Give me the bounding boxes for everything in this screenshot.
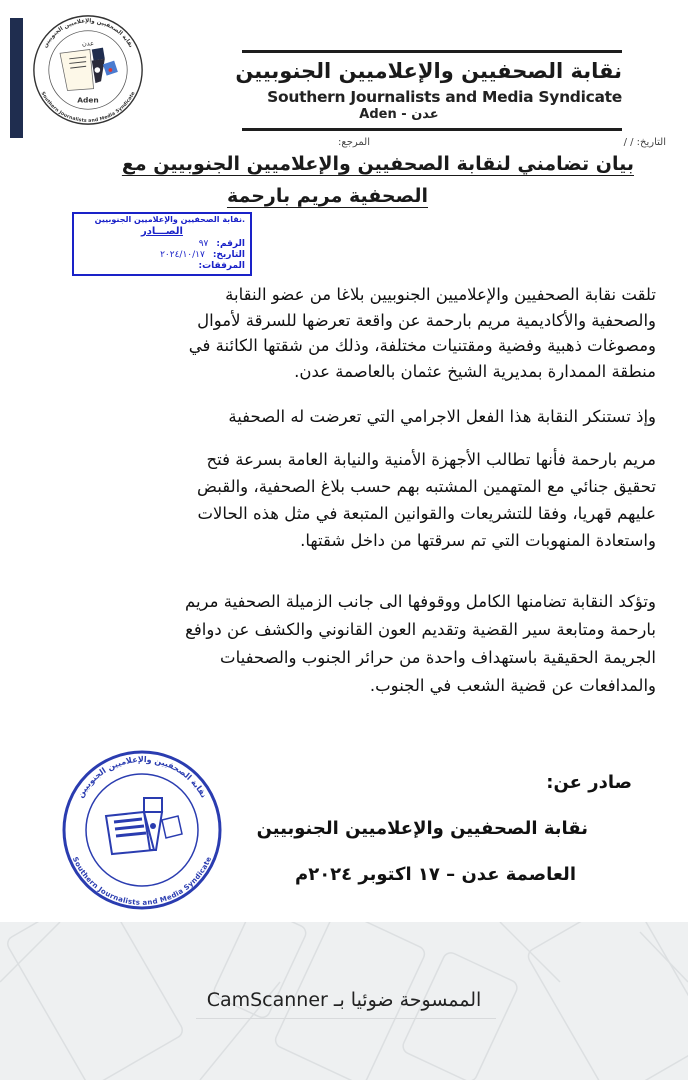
paragraph-line: وتؤكد النقابة تضامنها الكامل ووقوفها الى جانب الزميلة الصحفية مريم — [184, 592, 656, 611]
paragraph-line: مريم بارحمة فأنها تطالب الأجهزة الأمنية والنيابة العامة بسرعة فتح — [206, 450, 656, 469]
org-name-arabic: نقابة الصحفيين والإعلاميين الجنوبيين — [235, 59, 622, 83]
stamp-date-label: التاريخ: — [212, 250, 245, 260]
paragraph-line: الجريمة الحقيقية باستهداف واحدة من حرائر الجنوب والصحفيات — [220, 648, 656, 667]
official-seal — [60, 748, 224, 912]
scanned-with-camscanner: الممسوحة ضوئيا بـ CamScanner — [206, 989, 482, 1011]
reference-field: المرجع: — [338, 137, 370, 148]
header-rule-top — [242, 50, 622, 53]
outgoing-stamp — [72, 212, 252, 276]
stamp-org: .نقابة الصحفيين والإعلاميين الجنوبيين — [94, 215, 245, 224]
paragraph-line: ومصوغات ذهبية وفضية ومقتنيات مختلفة، وذلك من شقتها الكائنة في — [188, 336, 656, 355]
logo-city-ar: عدن — [81, 39, 95, 48]
paragraph-line: والمدافعات عن قضية الشعب في الجنوب. — [369, 676, 656, 695]
paragraph-line: عليهم قهريا، وفقا للتشريعات والقوانين المتبعة في مثل هذه الحالات — [197, 504, 656, 523]
paragraph-3 — [32, 446, 656, 554]
stamp-row-number — [79, 239, 245, 250]
paragraph-line: واستعادة المنهوبات التي تم سرقتها من داخل شقتها. — [300, 531, 656, 550]
paragraph-line: والصحفية والأكاديمية مريم بارحمة عن واقعة تعرضها للسرقة لأموال — [197, 310, 656, 330]
logo-ring-text-en: Southern Journalists and Media Syndicate — [39, 91, 137, 124]
stamp-row-org — [79, 215, 245, 225]
issuing-org: نقابة الصحفيين والإعلاميين الجنوبيين — [256, 818, 588, 839]
org-name-english: Southern Journalists and Media Syndicate — [267, 88, 622, 106]
stamp-row-label — [79, 226, 245, 238]
paragraph-line: منطقة الممدارة بمديرية الشيخ عثمان بالعاصمة عدن. — [294, 361, 656, 381]
stamp-number-value: ٩٧ — [198, 239, 209, 249]
paragraph-1 — [32, 282, 656, 384]
stamp-date-value: ٢٠٢٤/١٠/١٧ — [160, 250, 205, 260]
header-rule-bottom — [242, 128, 622, 131]
paragraph-2 — [32, 404, 656, 430]
statement-title-line-2: الصحفية مريم بارحمة — [226, 185, 428, 207]
place-and-date: العاصمة عدن – ١٧ اكتوبر ٢٠٢٤م — [295, 864, 576, 885]
seal-ring-text-en: Southern Journalists and Media Syndicate — [70, 855, 214, 907]
stamp-number-label: الرقم: — [216, 239, 245, 249]
paragraph-line: تحقيق جنائي مع المتهمين المشتبه بهم حسب بلاغ الصحفية، والقبض — [197, 477, 656, 496]
footer-text-rule — [196, 1018, 496, 1019]
side-bar-decoration — [10, 18, 23, 138]
paragraph-line: بارحمة ومتابعة سير القضية وتقديم العون القانوني والكشف عن دوافع — [185, 620, 656, 639]
logo-city-en: Aden — [77, 95, 99, 105]
camscanner-footer — [0, 922, 688, 1080]
statement-title-line-1: بيان تضامني لنقابة الصحفيين والإعلاميين الجنوبيين مع — [121, 153, 634, 175]
org-city: Aden - عدن — [359, 107, 439, 122]
logo-ring-text-ar: نقابة الصحفيين والإعلاميين الجنوبيين — [42, 18, 134, 49]
stamp-row-attachments — [79, 261, 245, 272]
stamp-row-date — [79, 250, 245, 261]
seal-ring-text-ar: نقابة الصحفيين والإعلاميين الجنوبيين — [75, 754, 209, 800]
paragraph-line: تلقت نقابة الصحفيين والإعلاميين الجنوبيين بلاغا من عضو النقابة — [225, 285, 656, 304]
paragraph-4 — [32, 588, 656, 700]
paragraph-line: وإذ تستنكر النقابة هذا الفعل الاجرامي التي تعرضت له الصحفية — [228, 407, 656, 426]
syndicate-logo — [32, 14, 144, 126]
stamp-label: الصـــادر — [141, 226, 183, 237]
stamp-attachments-label: المرفقات: — [198, 261, 245, 271]
issued-by-label: صادر عن: — [546, 772, 632, 793]
date-field: التاريخ: / / — [623, 137, 666, 148]
